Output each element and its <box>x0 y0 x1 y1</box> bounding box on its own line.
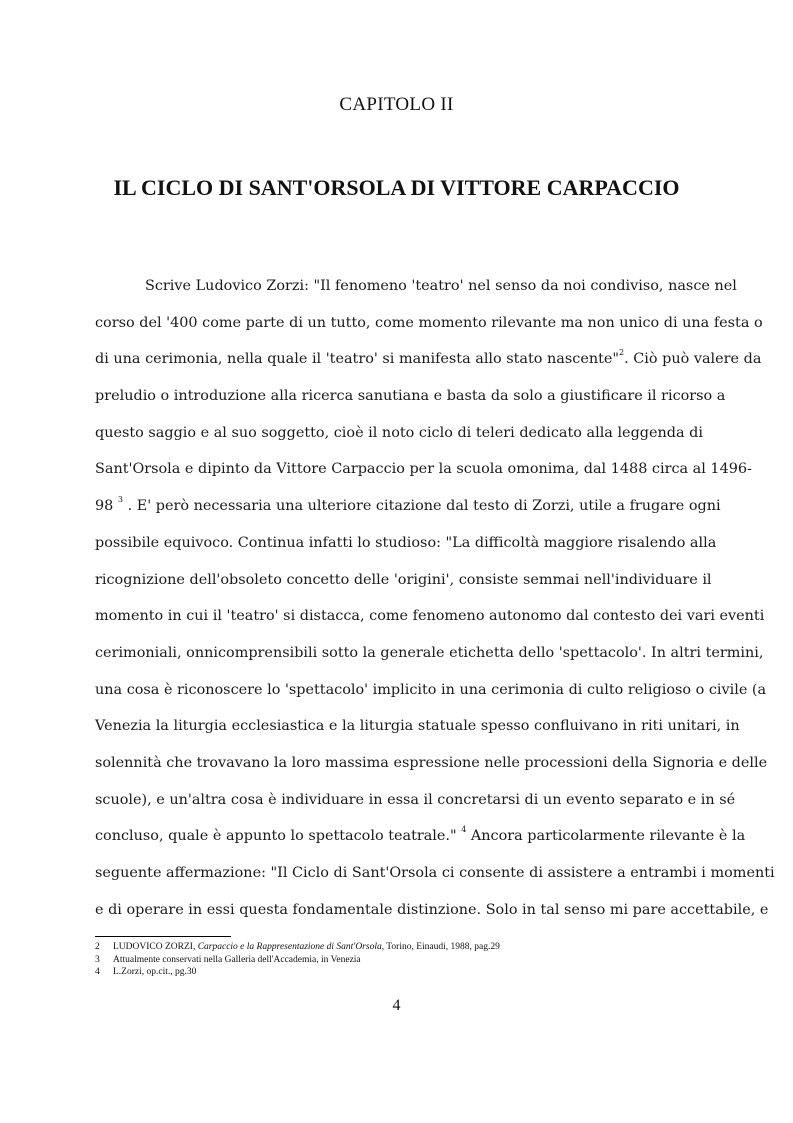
body-line: cerimoniali, onnicomprensibili sotto la generale etichetta dello 'spettacolo'. In altri termini, <box>95 644 764 661</box>
body-line: questo saggio e al suo soggetto, cioè il noto ciclo di teleri dedicato alla leggenda di <box>95 424 703 441</box>
body-line: Scrive Ludovico Zorzi: "Il fenomeno 'teatro' nel senso da noi condiviso, nasce nel <box>145 278 737 294</box>
footnote <box>95 966 698 979</box>
footnote-number: 3 <box>95 954 100 965</box>
body-line: Venezia la liturgia ecclesiastica e la liturgia statuale spesso confluivano in riti unitari, in <box>95 718 740 735</box>
body-line: Sant'Orsola e dipinto da Vittore Carpaccio per la scuola omonima, dal 1488 circa al 1496- <box>95 461 752 478</box>
body-line: concluso, quale è appunto lo spettacolo teatrale." $^4$ Ancora particolarmente rilevante è la <box>95 825 746 845</box>
footnote-number: 4 <box>95 967 100 977</box>
chapter-label: CAPITOLO II <box>339 94 454 115</box>
body-line: possibile equivoco. Continua infatti lo studioso: "La difficoltà maggiore risalendo alla <box>95 534 717 551</box>
body-line: corso del '400 come parte di un tutto, come momento rilevante ma non unico di una festa o <box>95 314 763 331</box>
footnote-divider <box>95 936 231 937</box>
body-line: 98 $^3$ . E' però necessaria una ulteriore citazione dal testo di Zorzi, utile a frugare ogni <box>95 495 721 515</box>
body-line: seguente affermazione: "Il Ciclo di Sant'Orsola ci consente di assistere a entrambi i momenti <box>95 865 775 881</box>
footnotes <box>95 941 698 979</box>
body-line: momento in cui il 'teatro' si distacca, come fenomeno autonomo dal contesto dei vari eventi <box>95 608 765 625</box>
body-line: una cosa è riconoscere lo 'spettacolo' implicito in una cerimonia di culto religioso o civile (a <box>95 681 767 698</box>
footnote-ref[interactable]: 4 <box>461 825 467 835</box>
footnote-text: LUDOVICO ZORZI, Carpaccio e la Rappresentazione di Sant'Orsola, Torino, Einaudi, 1988, pag.29 <box>113 942 500 952</box>
footnote-text: L.Zorzi, op.cit., pg.30 <box>113 967 197 977</box>
footnote-ref[interactable]: 3 <box>117 495 123 505</box>
body-text <box>95 268 775 928</box>
footnote <box>95 954 698 967</box>
page-number: 4 <box>392 997 401 1014</box>
footnote-ref[interactable]: 2 <box>619 348 625 358</box>
chapter-title: IL CICLO DI SANT'ORSOLA DI VITTORE CARPACCIO <box>113 175 680 200</box>
footnote-number: 2 <box>95 942 100 952</box>
body-line: scuole), e un'altra cosa è individuare in essa il concretarsi di un evento separato e in sé <box>95 791 736 808</box>
footnote-text: Attualmente conservati nella Galleria dell'Accademia, in Venezia <box>113 954 361 965</box>
body-line: ricognizione dell'obsoleto concetto delle 'origini', consiste semmai nell'individuare il <box>95 571 712 588</box>
body-line: e di operare in essi questa fondamentale distinzione. Solo in tal senso mi pare accettabile, e <box>95 901 769 918</box>
body-line: solennità che trovavano la loro massima espressione nelle processioni della Signoria e delle <box>95 754 768 771</box>
body-line: preludio o introduzione alla ricerca sanutiana e basta da solo a giustificare il ricorso a <box>95 388 726 405</box>
footnote <box>95 941 698 954</box>
body-line: di una cerimonia, nella quale il 'teatro' si manifesta allo stato nascente"$^2$. Ciò può valere da <box>95 348 762 368</box>
